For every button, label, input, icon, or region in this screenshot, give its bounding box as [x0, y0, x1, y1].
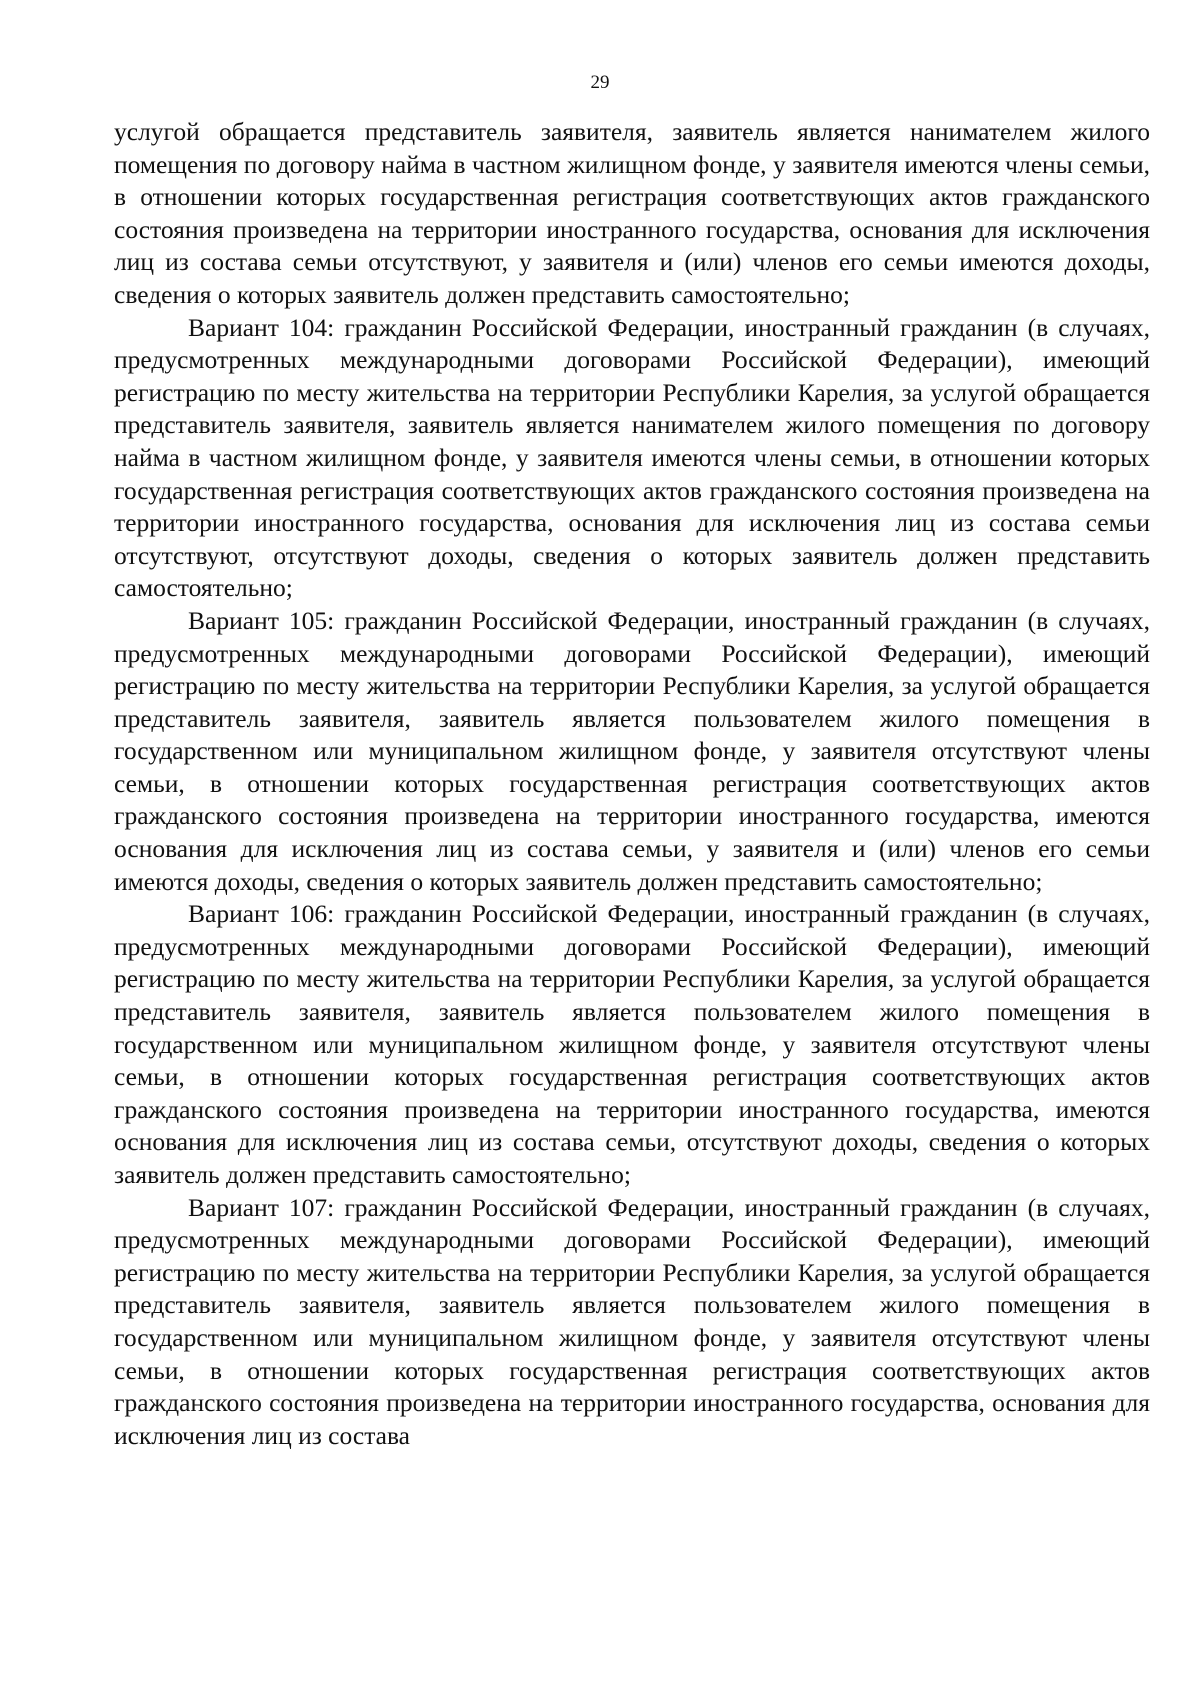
page-number: 29: [590, 72, 610, 93]
paragraph-variant-104: Вариант 104: гражданин Российской Федерации, иностранный гражданин (в случаях, предусмотренных международными договорами Российской Федерации), имеющий регистрацию по месту жительства на территории Республики Карелия, за услугой обращается представитель заявителя, заявитель является нанимателем жилого помещения по договору найма в частном жилищном фонде, у заявителя имеются члены семьи, в отношении которых государственная регистрация соответствующих актов гражданского состояния произведена на территории иностранного государства, основания для исключения лиц из состава семьи отсутствуют, отсутствуют доходы, сведения о которых заявитель должен представить самостоятельно;: [114, 312, 1150, 603]
paragraph-variant-107: Вариант 107: гражданин Российской Федерации, иностранный гражданин (в случаях, предусмотренных международными договорами Российской Федерации), имеющий регистрацию по месту жительства на территории Республики Карелия, за услугой обращается представитель заявителя, заявитель является пользователем жилого помещения в государственном или муниципальном жилищном фонде, у заявителя отсутствуют члены семьи, в отношении которых государственная регистрация соответствующих актов гражданского состояния произведена на территории иностранного государства, основания для исключения лиц из состава: [114, 1192, 1150, 1450]
document-body: [114, 116, 1150, 1452]
paragraph-variant-106: Вариант 106: гражданин Российской Федерации, иностранный гражданин (в случаях, предусмотренных международными договорами Российской Федерации), имеющий регистрацию по месту жительства на территории Республики Карелия, за услугой обращается представитель заявителя, заявитель является пользователем жилого помещения в государственном или муниципальном жилищном фонде, у заявителя отсутствуют члены семьи, в отношении которых государственная регистрация соответствующих актов гражданского состояния произведена на территории иностранного государства, имеются основания для исключения лиц из состава семьи, отсутствуют доходы, сведения о которых заявитель должен представить самостоятельно;: [114, 899, 1150, 1189]
paragraph-variant-105: Вариант 105: гражданин Российской Федерации, иностранный гражданин (в случаях, предусмотренных международными договорами Российской Федерации), имеющий регистрацию по месту жительства на территории Республики Карелия, за услугой обращается представитель заявителя, заявитель является пользователем жилого помещения в государственном или муниципальном жилищном фонде, у заявителя отсутствуют члены семьи, в отношении которых государственная регистрация соответствующих актов гражданского состояния произведена на территории иностранного государства, имеются основания для исключения лиц из состава семьи, у заявителя и (или) членов его семьи имеются доходы, сведения о которых заявитель должен представить самостоятельно;: [114, 605, 1150, 896]
paragraph-continuation: услугой обращается представитель заявителя, заявитель является нанимателем жилого помещения по договору найма в частном жилищном фонде, у заявителя имеются члены семьи, в отношении которых государственная регистрация соответствующих актов гражданского состояния произведена на территории иностранного государства, основания для исключения лиц из состава семьи отсутствуют, у заявителя и (или) членов его семьи имеются доходы, сведения о которых заявитель должен представить самостоятельно;: [114, 117, 1150, 309]
